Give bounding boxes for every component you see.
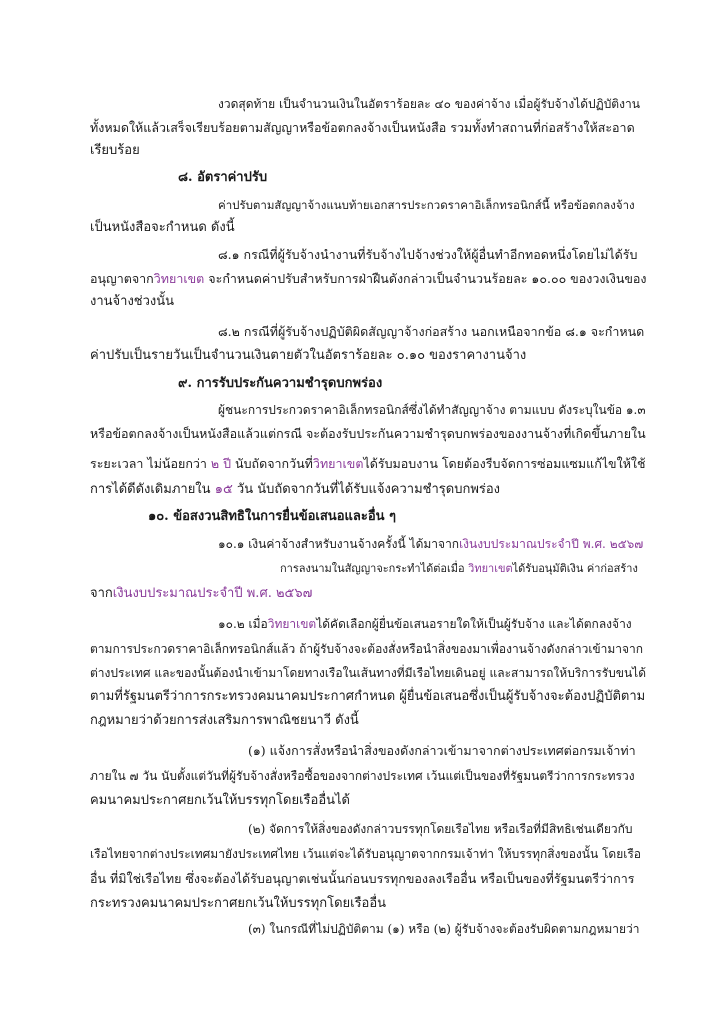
paragraph-line: (๑) แจ้งการสั่งหรือนำสิ่งของดังกล่าวเข้ามาจากต่างประเทศต่อกรมเจ้าท่า bbox=[248, 743, 636, 758]
highlight-budget: เงินงบประมาณประจำปี พ.ศ. ๒๕๖๗ bbox=[459, 537, 644, 551]
paragraph-line: (๓) ในกรณีที่ไม่ปฏิบัติตาม (๑) หรือ (๒) ผู้รับจ้างจะต้องรับผิดตามกฎหมายว่า bbox=[248, 922, 640, 936]
paragraph-line: ค่าปรับตามสัญญาจ้างแนบท้ายเอกสารประกวดราคาอิเล็กทรอนิกส์นี้ หรือข้อตกลงจ้าง bbox=[218, 198, 635, 212]
paragraph-line: ต่างประเทศ และของนั้นต้องนำเข้ามาโดยทางเรือในเส้นทางที่มีเรือไทยเดินอยู่ และสามารถให้บริการรับขนได้ bbox=[90, 666, 647, 680]
text-run: จาก bbox=[90, 586, 113, 601]
section-heading-8: ๘. อัตราค่าปรับ bbox=[178, 170, 268, 185]
paragraph-line: หรือข้อตกลงจ้างเป็นหนังสือแล้วแต่กรณี จะต้องรับประกันความชำรุดบกพร่องของงานจ้างที่เกิดขึ้นภายใน bbox=[90, 426, 646, 441]
paragraph-line bbox=[218, 535, 643, 553]
text-run: ได้คัดเลือกผู้ยื่นข้อเสนอรายใดให้เป็นผู้รับจ้าง และได้ตกลงจ้าง bbox=[316, 617, 632, 631]
paragraph-line: ตามการประกวดราคาอิเล็กทรอนิกส์แล้ว ถ้าผู้รับจ้างจะต้องสั่งหรือนำสิ่งของมาเพื่องานจ้างดังกล่าวเข้ามาจาก bbox=[90, 642, 644, 656]
paragraph-line: เรือไทยจากต่างประเทศมายังประเทศไทย เว้นแต่จะได้รับอนุญาตจากกรมเจ้าท่า ให้บรรทุกสิ่งของนั้น โดยเรือ bbox=[90, 847, 642, 861]
paragraph-line: เรียบร้อย bbox=[90, 143, 140, 158]
paragraph-line bbox=[90, 455, 646, 473]
section-heading-9: ๙. การรับประกันความชำรุดบกพร่อง bbox=[178, 376, 383, 391]
paragraph-line bbox=[90, 481, 500, 499]
text-run: การลงนามในสัญญาจะกระทำได้ต่อเมื่อ bbox=[280, 562, 469, 575]
highlight-budget: เงินงบประมาณประจำปี พ.ศ. ๒๕๖๗ bbox=[112, 586, 313, 601]
text-run: ๑๐.๒ เมื่อ bbox=[218, 617, 268, 631]
paragraph-line bbox=[218, 615, 632, 633]
highlight-campus: วิทยาเขต bbox=[468, 562, 513, 575]
highlight-campus: วิทยาเขต bbox=[267, 617, 317, 631]
text-run: ได้รับมอบงาน โดยต้องรีบจัดการซ่อมแซมแก้ไขให้ใช้ bbox=[363, 456, 646, 471]
paragraph-line: เป็นหนังสือจะกำหนด ดังนี้ bbox=[90, 220, 235, 235]
text-run: นับถัดจากวันที่ bbox=[231, 456, 313, 471]
highlight-period: ๒ ปี bbox=[210, 456, 232, 471]
paragraph-line bbox=[90, 270, 647, 288]
text-run: วัน นับถัดจากวันที่ได้รับแจ้งความชำรุดบกพร่อง bbox=[232, 482, 501, 497]
highlight-campus: วิทยาเขต bbox=[312, 456, 364, 471]
highlight-days: ๑๕ bbox=[214, 482, 233, 497]
paragraph-line: คมนาคมประกาศยกเว้นให้บรรทุกโดยเรืออื่นได้ bbox=[90, 793, 350, 808]
text-run: การได้ดีดังเดิมภายใน bbox=[90, 482, 215, 497]
text-run: ระยะเวลา ไม่น้อยกว่า bbox=[90, 456, 211, 471]
paragraph-line bbox=[280, 560, 638, 578]
text-run: ๑๐.๑ เงินค่าจ้างสำหรับงานจ้างครั้งนี้ ได้มาจาก bbox=[218, 537, 460, 551]
section-heading-10: ๑๐. ข้อสงวนสิทธิในการยื่นข้อเสนอและอื่น ๆ bbox=[148, 509, 397, 524]
paragraph-line: ๘.๒ กรณีที่ผู้รับจ้างปฏิบัติผิดสัญญาจ้างก่อสร้าง นอกเหนือจากข้อ ๘.๑ จะกำหนด bbox=[218, 324, 645, 339]
text-run: ได้รับอนุมัติเงิน ค่าก่อสร้าง bbox=[512, 562, 638, 575]
text-run: อนุญาตจาก bbox=[90, 271, 154, 286]
paragraph-line: ๘.๑ กรณีที่ผู้รับจ้างนำงานที่รับจ้างไปจ้างช่วงให้ผู้อื่นทำอีกทอดหนึ่งโดยไม่ได้รับ bbox=[218, 247, 638, 262]
paragraph-line: งวดสุดท้าย เป็นจำนวนเงินในอัตราร้อยละ ๔๐ ของค่าจ้าง เมื่อผู้รับจ้างได้ปฏิบัติงาน bbox=[218, 97, 640, 111]
paragraph-line: กฎหมายว่าด้วยการส่งเสริมการพาณิชยนาวี ดังนี้ bbox=[90, 713, 359, 728]
text-run: จะกำหนดค่าปรับสำหรับการฝ่าฝืนดังกล่าวเป็นจำนวนร้อยละ ๑๐.๐๐ ของวงเงินของ bbox=[204, 271, 647, 286]
paragraph-line bbox=[90, 585, 312, 603]
paragraph-line: ตามที่รัฐมนตรีว่าการกระทรวงคมนาคมประกาศกำหนด ผู้ยื่นข้อเสนอซึ่งเป็นผู้รับจ้างจะต้องปฏิบัติตาม bbox=[90, 689, 646, 704]
paragraph-line: งานจ้างช่วงนั้น bbox=[90, 294, 175, 309]
paragraph-line: ค่าปรับเป็นรายวันเป็นจำนวนเงินตายตัวในอัตราร้อยละ ๐.๑๐ ของราคางานจ้าง bbox=[90, 348, 527, 363]
paragraph-line: ทั้งหมดให้แล้วเสร็จเรียบร้อยตามสัญญาหรือข้อตกลงจ้างเป็นหนังสือ รวมทั้งทำสถานที่ก่อสร้างให้สะอาด bbox=[90, 120, 635, 135]
paragraph-line: ผู้ชนะการประกวดราคาอิเล็กทรอนิกส์ซึ่งได้ทำสัญญาจ้าง ตามแบบ ดังระบุในข้อ ๑.๓ bbox=[218, 403, 646, 417]
paragraph-line: (๒) จัดการให้สิ่งของดังกล่าวบรรทุกโดยเรือไทย หรือเรือที่มีสิทธิเช่นเดียวกับ bbox=[248, 822, 633, 836]
paragraph-line: ภายใน ๗ วัน นับตั้งแต่วันที่ผู้รับจ้างสั่งหรือซื้อของจากต่างประเทศ เว้นแต่เป็นของที่รัฐมนตรีว่าการกระทรวง bbox=[90, 769, 635, 783]
highlight-campus: วิทยาเขต bbox=[153, 271, 205, 286]
paragraph-line: กระทรวงคมนาคมประกาศยกเว้นให้บรรทุกโดยเรืออื่น bbox=[90, 896, 387, 911]
paragraph-line: อื่น ที่มิใช่เรือไทย ซึ่งจะต้องได้รับอนุญาตเช่นนั้นก่อนบรรทุกของลงเรืออื่น หรือเป็นของที่รัฐมนตรีว่าการ bbox=[90, 871, 635, 886]
